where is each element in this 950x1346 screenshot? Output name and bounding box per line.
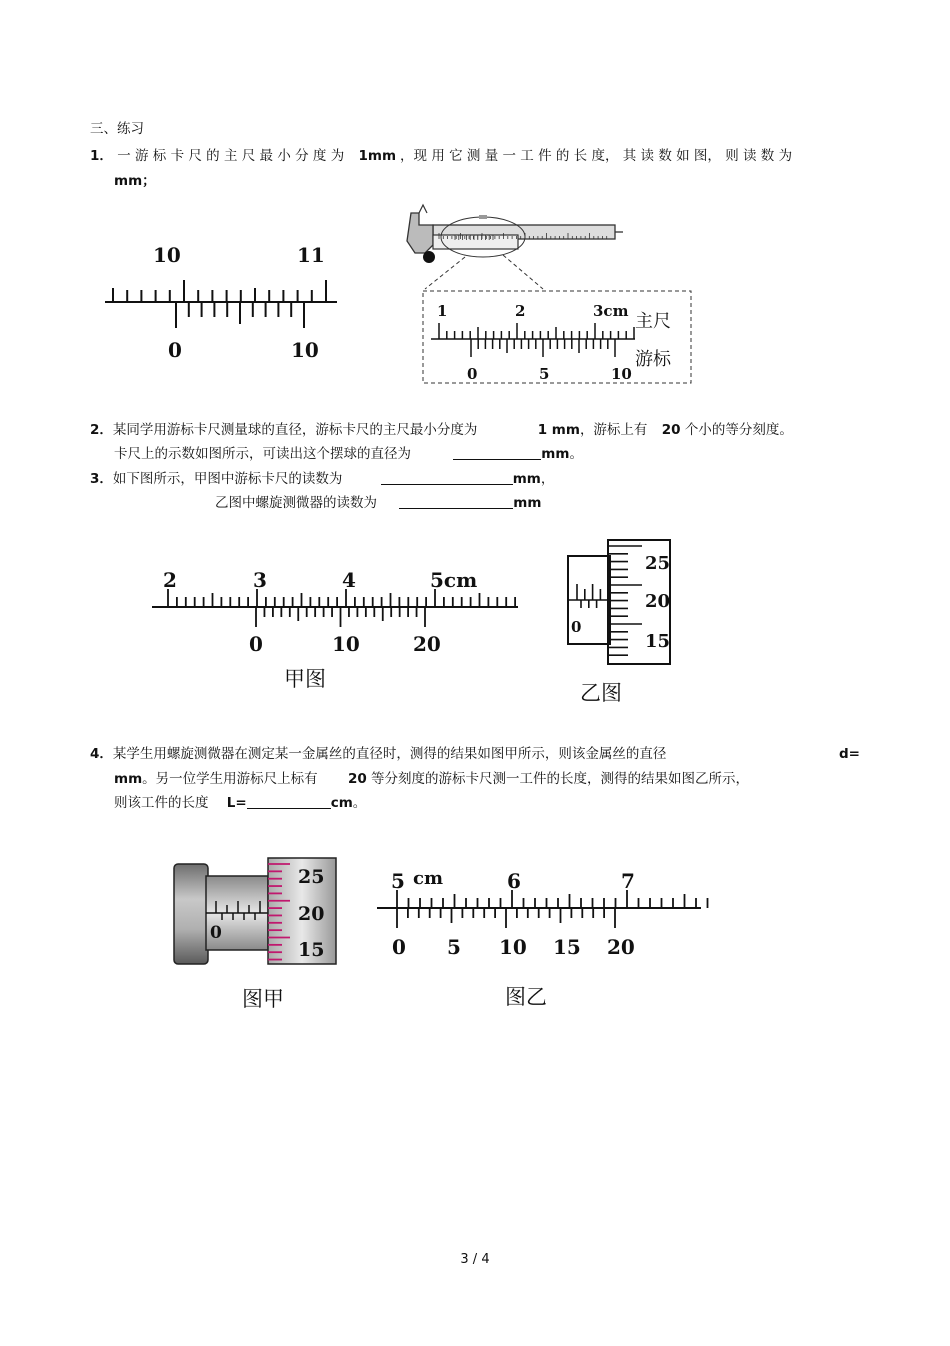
q4y-vern-label-20: 20 bbox=[607, 935, 635, 959]
q3j-vern-label-0: 0 bbox=[249, 632, 263, 656]
q1r-vern-label-0: 0 bbox=[467, 365, 478, 383]
q4y-main-label-7: 7 bbox=[621, 869, 635, 893]
q1r-main-scale-label: 主尺 bbox=[635, 311, 671, 332]
question-4-line1: 4．某学生用螺旋测微器在测定某一金属丝的直径时，测得的结果如图甲所示，则该金属丝的直径 d= bbox=[90, 746, 860, 762]
question-1-line1: 1． 一 游 标 卡 尺 的 主 尺 最 小 分 度 为 1mm ，现 用 它 测 量 一 工 件 的 长 度， 其 读 数 如 图， 则 读 数 为 bbox=[90, 148, 793, 164]
q1-caliper-figure-right bbox=[403, 205, 703, 385]
q1r-main-label-3cm: 3cm bbox=[593, 302, 629, 320]
q4j-sleeve-label-0: 0 bbox=[210, 923, 222, 943]
q4y-vern-label-5: 5 bbox=[447, 935, 461, 959]
q3y-caption: 乙图 bbox=[580, 681, 622, 705]
q3-answer-blank-1[interactable] bbox=[381, 470, 513, 485]
q1-vernier-label-10: 10 bbox=[291, 338, 319, 362]
question-3-line1: 3．如下图所示，甲图中游标卡尺的读数为 mm， bbox=[90, 471, 555, 487]
q4-answer-blank[interactable] bbox=[247, 794, 331, 809]
q4y-main-label-6: 6 bbox=[507, 869, 521, 893]
question-4-line2: mm。另一位学生用游标尺上标有 20 等分刻度的游标卡尺测一工件的长度，测得的结果如图乙所示， bbox=[114, 771, 750, 787]
q4y-vern-label-10: 10 bbox=[499, 935, 527, 959]
q3j-main-label-2: 2 bbox=[163, 568, 177, 592]
q1-main-label-11: 11 bbox=[297, 243, 325, 267]
q4j-thimble-label-20: 20 bbox=[298, 903, 325, 925]
q3y-thimble-label-25: 25 bbox=[645, 553, 671, 574]
question-1-number: 1 bbox=[90, 148, 100, 164]
q4-jia-micrometer-figure bbox=[172, 858, 352, 1018]
section-title: 三、练习 bbox=[90, 121, 144, 137]
q3y-thimble-label-15: 15 bbox=[645, 631, 671, 652]
q2-answer-blank[interactable] bbox=[453, 445, 541, 460]
q3-answer-blank-2[interactable] bbox=[399, 494, 513, 509]
q4y-main-label-cm: cm bbox=[413, 868, 444, 889]
question-2-line2: 卡尺上的示数如图所示，可读出这个摆球的直径为 mm。 bbox=[114, 446, 583, 462]
q3y-sleeve-label-0: 0 bbox=[571, 618, 582, 636]
q1r-main-label-1: 1 bbox=[437, 302, 448, 320]
q3-yi-micrometer-figure bbox=[565, 540, 705, 710]
q3j-vern-label-10: 10 bbox=[332, 632, 360, 656]
q3j-main-label-3: 3 bbox=[253, 568, 267, 592]
question-2-line1: 2．某同学用游标卡尺测量球的直径，游标卡尺的主尺最小分度为 1 mm，游标上有 20 个小的等分刻度。 bbox=[90, 422, 793, 438]
question-3-line2: 乙图中螺旋测微器的读数为 mm bbox=[215, 495, 542, 511]
q4j-thimble-label-15: 15 bbox=[298, 939, 325, 961]
q4y-vern-label-15: 15 bbox=[553, 935, 581, 959]
q3j-caption: 甲图 bbox=[284, 667, 326, 691]
q1r-vern-label-10: 10 bbox=[611, 365, 632, 383]
q3y-thimble-label-20: 20 bbox=[645, 591, 671, 612]
q3j-vern-label-20: 20 bbox=[413, 632, 441, 656]
q1r-main-label-2: 2 bbox=[515, 302, 526, 320]
q4y-main-label-5: 5 bbox=[391, 869, 405, 893]
q3j-main-label-4: 4 bbox=[342, 568, 356, 592]
q3-jia-vernier-figure bbox=[150, 565, 530, 705]
question-4-line3: 则该工件的长度 L= cm。 bbox=[114, 795, 367, 811]
q1-vernier-label-0: 0 bbox=[168, 338, 182, 362]
q4y-caption: 图乙 bbox=[505, 985, 547, 1009]
q1r-vern-label-5: 5 bbox=[539, 365, 550, 383]
q1-vernier-figure-left bbox=[105, 240, 345, 360]
question-1-line2: mm； bbox=[114, 173, 156, 189]
page-number: 3 / 4 bbox=[460, 1252, 490, 1267]
q4-yi-vernier-figure bbox=[375, 862, 715, 1012]
q4j-thimble-label-25: 25 bbox=[298, 866, 325, 888]
q1-main-label-10: 10 bbox=[153, 243, 181, 267]
q4y-vern-label-0: 0 bbox=[392, 935, 406, 959]
q1r-vernier-scale-label: 游标 bbox=[635, 349, 671, 370]
q3j-main-label-5cm: 5cm bbox=[430, 568, 478, 592]
caliper-body bbox=[407, 205, 623, 263]
q4j-caption: 图甲 bbox=[242, 987, 284, 1011]
